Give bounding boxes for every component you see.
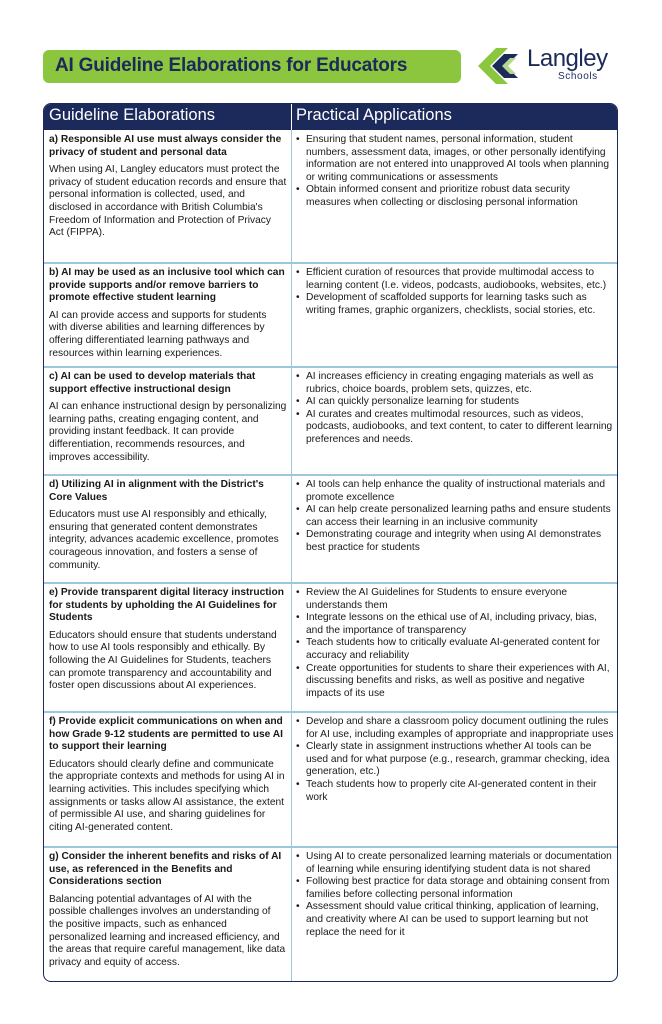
- applications-cell: [296, 587, 614, 700]
- table-row: [44, 130, 617, 263]
- table-row: [44, 476, 617, 584]
- applications-cell: [296, 716, 614, 804]
- application-item: • AI tools can help enhance the quality of instructional materials and promote excellence: [296, 479, 614, 504]
- column-header-applications: Practical Applications: [296, 106, 452, 124]
- application-item: • Review the AI Guidelines for Students to ensure everyone understands them: [296, 587, 614, 612]
- guideline-heading: b) AI may be used as an inclusive tool which can provide supports and/or remove barriers to promote effective student learning: [49, 267, 285, 304]
- logo-wordmark: Langley: [527, 45, 608, 72]
- guideline-description: Educators must use AI responsibly and ethically, ensuring that generated content demonstrates integrity, advances academic excellence, promotes courageous innovation, and fosters a sense of community.: [49, 509, 279, 571]
- applications-cell: [296, 479, 614, 555]
- application-item: • AI increases efficiency in creating engaging materials as well as rubrics, choice boards, problem sets, quizzes, etc.: [296, 371, 614, 396]
- header-divider: [291, 104, 292, 130]
- guideline-heading: d) Utilizing AI in alignment with the District's Core Values: [49, 479, 264, 503]
- applications-cell: [296, 267, 614, 317]
- guideline-description: AI can enhance instructional design by personalizing learning paths, creating engaging content, and providing instant feedback. It can provide differentiation, recommends resources, and improves accessibility.: [49, 401, 287, 463]
- guideline-description: AI can provide access and supports for students with diverse abilities and learning differences by offering differentiated learning pathways and resources within learning experiences.: [49, 309, 267, 359]
- elaboration-cell: [49, 134, 287, 240]
- guideline-heading: f) Provide explicit communications on when and how Grade 9-12 students are permitted to use AI to support their learning: [49, 716, 283, 753]
- column-header-elaborations: Guideline Elaborations: [49, 106, 216, 124]
- application-item: • Create opportunities for students to share their experiences with AI, discussing benefits and risks, as well as positive and negative impacts of its use: [296, 663, 614, 701]
- application-item: • Development of scaffolded supports for learning tasks such as writing frames, graphic organizers, checklists, social stories, etc.: [296, 292, 614, 317]
- elaboration-cell: [49, 479, 287, 572]
- elaboration-cell: [49, 716, 287, 834]
- title-banner: [43, 50, 461, 83]
- application-item: • Teach students how to critically evaluate AI-generated content for accuracy and reliability: [296, 637, 614, 662]
- guidelines-table: [43, 103, 618, 982]
- guideline-description: Educators should clearly define and communicate the appropriate contexts and methods for using AI in learning activities. This includes specifying which assignments or tasks allow AI assistance, the extent of permissible AI use, and sharing guidelines for citing AI-generated content.: [49, 758, 285, 833]
- elaboration-cell: [49, 371, 287, 464]
- table-row: [44, 368, 617, 476]
- table-row: [44, 264, 617, 370]
- langley-chevron-icon: [472, 46, 522, 86]
- application-item: • Integrate lessons on the ethical use of AI, including privacy, bias, and the importance of transparency: [296, 612, 614, 637]
- langley-schools-logo: [470, 44, 620, 88]
- application-item: • AI can help create personalized learning paths and ensure students can access their learning in an inclusive community: [296, 504, 614, 529]
- application-item: • Obtain informed consent and prioritize robust data security measures when collecting or disclosing personal information: [296, 184, 614, 209]
- page-title: AI Guideline Elaborations for Educators: [55, 55, 408, 76]
- table-header: [44, 104, 617, 130]
- application-item: • Demonstrating courage and integrity when using AI demonstrates best practice for students: [296, 529, 614, 554]
- guideline-description: Educators should ensure that students understand how to use AI tools responsibly and ethically. By following the AI Guidelines for Students, teachers can promote transparency and accountability and foster open discussions about AI experiences.: [49, 629, 277, 692]
- table-row: [44, 584, 617, 714]
- application-item: • AI can quickly personalize learning for students: [296, 396, 614, 409]
- guideline-heading: c) AI can be used to develop materials that support effective instructional design: [49, 371, 256, 395]
- application-item: • AI curates and creates multimodal resources, such as videos, podcasts, audiobooks, and text content, to cater to different learning preferences and needs.: [296, 409, 614, 447]
- elaboration-cell: [49, 267, 287, 360]
- elaboration-cell: [49, 851, 287, 969]
- application-item: • Ensuring that student names, personal information, student numbers, assessment data, images, or other personally identifying information are not entered into unapproved AI tools when planning or writing communications or assessments: [296, 134, 614, 184]
- elaboration-cell: [49, 587, 287, 693]
- application-item: • Following best practice for data storage and obtaining consent from families before collecting personal information: [296, 876, 614, 901]
- application-item: • Using AI to create personalized learning materials or documentation of learning while ensuring identifying student data is not shared: [296, 851, 614, 876]
- table-row: [44, 713, 617, 847]
- application-item: • Develop and share a classroom policy document outlining the rules for AI use, including examples of appropriate and inappropriate uses: [296, 716, 614, 741]
- application-item: • Teach students how to properly cite AI-generated content in their work: [296, 779, 614, 804]
- applications-cell: [296, 371, 614, 447]
- guideline-description: When using AI, Langley educators must protect the privacy of student education records and ensure that personal information is collected, used, and disclosed in accordance with British Columbia's Freedom of Information and Protection of Privacy Act (FIPPA).: [49, 164, 287, 239]
- application-item: • Clearly state in assignment instructions whether AI tools can be used and for what purpose (e.g., research, grammar checking, idea generation, etc.): [296, 741, 614, 779]
- logo-subtitle: Schools: [558, 71, 598, 82]
- applications-cell: [296, 851, 614, 939]
- applications-cell: [296, 134, 614, 210]
- guideline-heading: g) Consider the inherent benefits and risks of AI use, as referenced in the Benefits and Considerations section: [49, 851, 282, 888]
- guideline-heading: e) Provide transparent digital literacy instruction for students by upholding the AI Guidelines for Students: [49, 587, 284, 624]
- table-row: [44, 848, 617, 981]
- application-item: • Efficient curation of resources that provide multimodal access to learning content (I.e. videos, podcasts, audiobooks, websites, etc.): [296, 267, 614, 292]
- application-item: • Assessment should value critical thinking, application of learning, and creativity where AI can be used to support learning but not replace the need for it: [296, 901, 614, 939]
- guideline-heading: a) Responsible AI use must always consider the privacy of student and personal data: [49, 134, 282, 158]
- guideline-description: Balancing potential advantages of AI with the possible challenges involves an understanding of the positive impacts, such as enhanced personalized learning and increased efficiency, and the areas that require careful management, like data privacy and equity of access.: [49, 893, 286, 968]
